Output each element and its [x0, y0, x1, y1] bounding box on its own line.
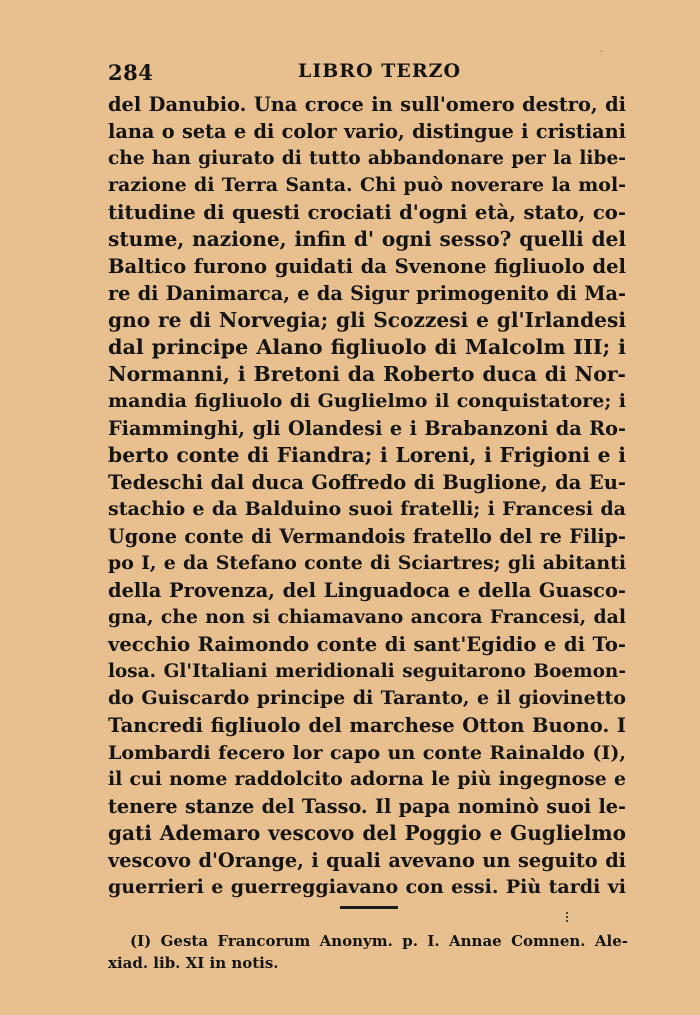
footnote: [108, 930, 628, 974]
footnote-line: (I) Gesta Francorum Anonym. p. I. Annae Comnen. Ale-: [130, 932, 628, 950]
text-line: do Guiscardo principe di Taranto, e il giovinetto: [108, 687, 626, 709]
text-line: vescovo d'Orange, i quali avevano un seguito di: [108, 849, 626, 872]
page-number: 284: [108, 60, 154, 85]
text-line: re di Danimarca, e da Sigur primogenito di Ma-: [108, 282, 626, 305]
text-line: gati Ademaro vescovo del Poggio e Guglielmo: [108, 821, 626, 845]
footnote-separator-rule: [340, 906, 398, 909]
text-line: stachio e da Balduino suoi fratelli; i Francesi da: [108, 498, 626, 520]
text-line: mandia figliuolo di Guglielmo il conquistatore; i: [108, 390, 626, 412]
footnote-line: xiad. lib. XI in notis.: [108, 954, 279, 972]
print-speck-mark: [566, 912, 570, 922]
text-line: Lombardi fecero lor capo un conte Rainaldo (I),: [108, 741, 626, 764]
text-line: po I, e da Stefano conte di Sciartres; gli abitanti: [108, 552, 626, 574]
text-line: titudine di questi crociati d'ogni età, stato, co-: [108, 201, 626, 224]
text-line: razione di Terra Santa. Chi può noverare la mol-: [108, 174, 626, 196]
text-line: gna, che non si chiamavano ancora Francesi, dal: [108, 606, 626, 628]
text-line: Ugone conte di Vermandois fratello del re Filip-: [108, 525, 626, 548]
text-line: gno re di Norvegia; gli Scozzesi e gl'Irlandesi: [108, 308, 626, 332]
text-line: Normanni, i Bretoni da Roberto duca di Nor-: [108, 362, 626, 386]
text-line: il cui nome raddolcito adorna le più ingegnose e: [108, 768, 626, 790]
body-text: [108, 91, 626, 901]
text-line: guerrieri e guerreggiavano con essi. Più tardi vi: [108, 876, 626, 898]
text-line: Tancredi figliuolo del marchese Otton Buono. I: [108, 714, 626, 737]
text-line: tenere stanze del Tasso. Il papa nominò suoi le-: [108, 795, 626, 818]
text-line: Baltico furono guidati da Svenone figliuolo del: [108, 255, 626, 278]
text-line: del Danubio. Una croce in sull'omero destro, di: [108, 93, 626, 116]
text-line: vecchio Raimondo conte di sant'Egidio e di To-: [108, 633, 626, 656]
text-line: losa. Gl'Italiani meridionali seguitarono Boemon-: [108, 661, 626, 682]
running-title: LIBRO TERZO: [298, 60, 462, 82]
page-header: [108, 60, 628, 90]
text-line: che han giurato di tutto abbandonare per la libe-: [108, 148, 626, 169]
text-line: stume, nazione, infin d' ogni sesso? quelli del: [108, 227, 626, 251]
text-line: lana o seta e di color vario, distingue i cristiani: [108, 120, 626, 143]
text-line: Fiamminghi, gli Olandesi e i Brabanzoni da Ro-: [108, 417, 626, 440]
text-line: dal principe Alano figliuolo di Malcolm III; i: [108, 335, 626, 359]
text-line: berto conte di Fiandra; i Loreni, i Frigioni e i: [108, 443, 626, 467]
text-line: della Provenza, del Linguadoca e della Guasco-: [108, 579, 626, 602]
text-line: Tedeschi dal duca Goffredo di Buglione, da Eu-: [108, 471, 626, 494]
print-speck: .: [600, 44, 604, 55]
